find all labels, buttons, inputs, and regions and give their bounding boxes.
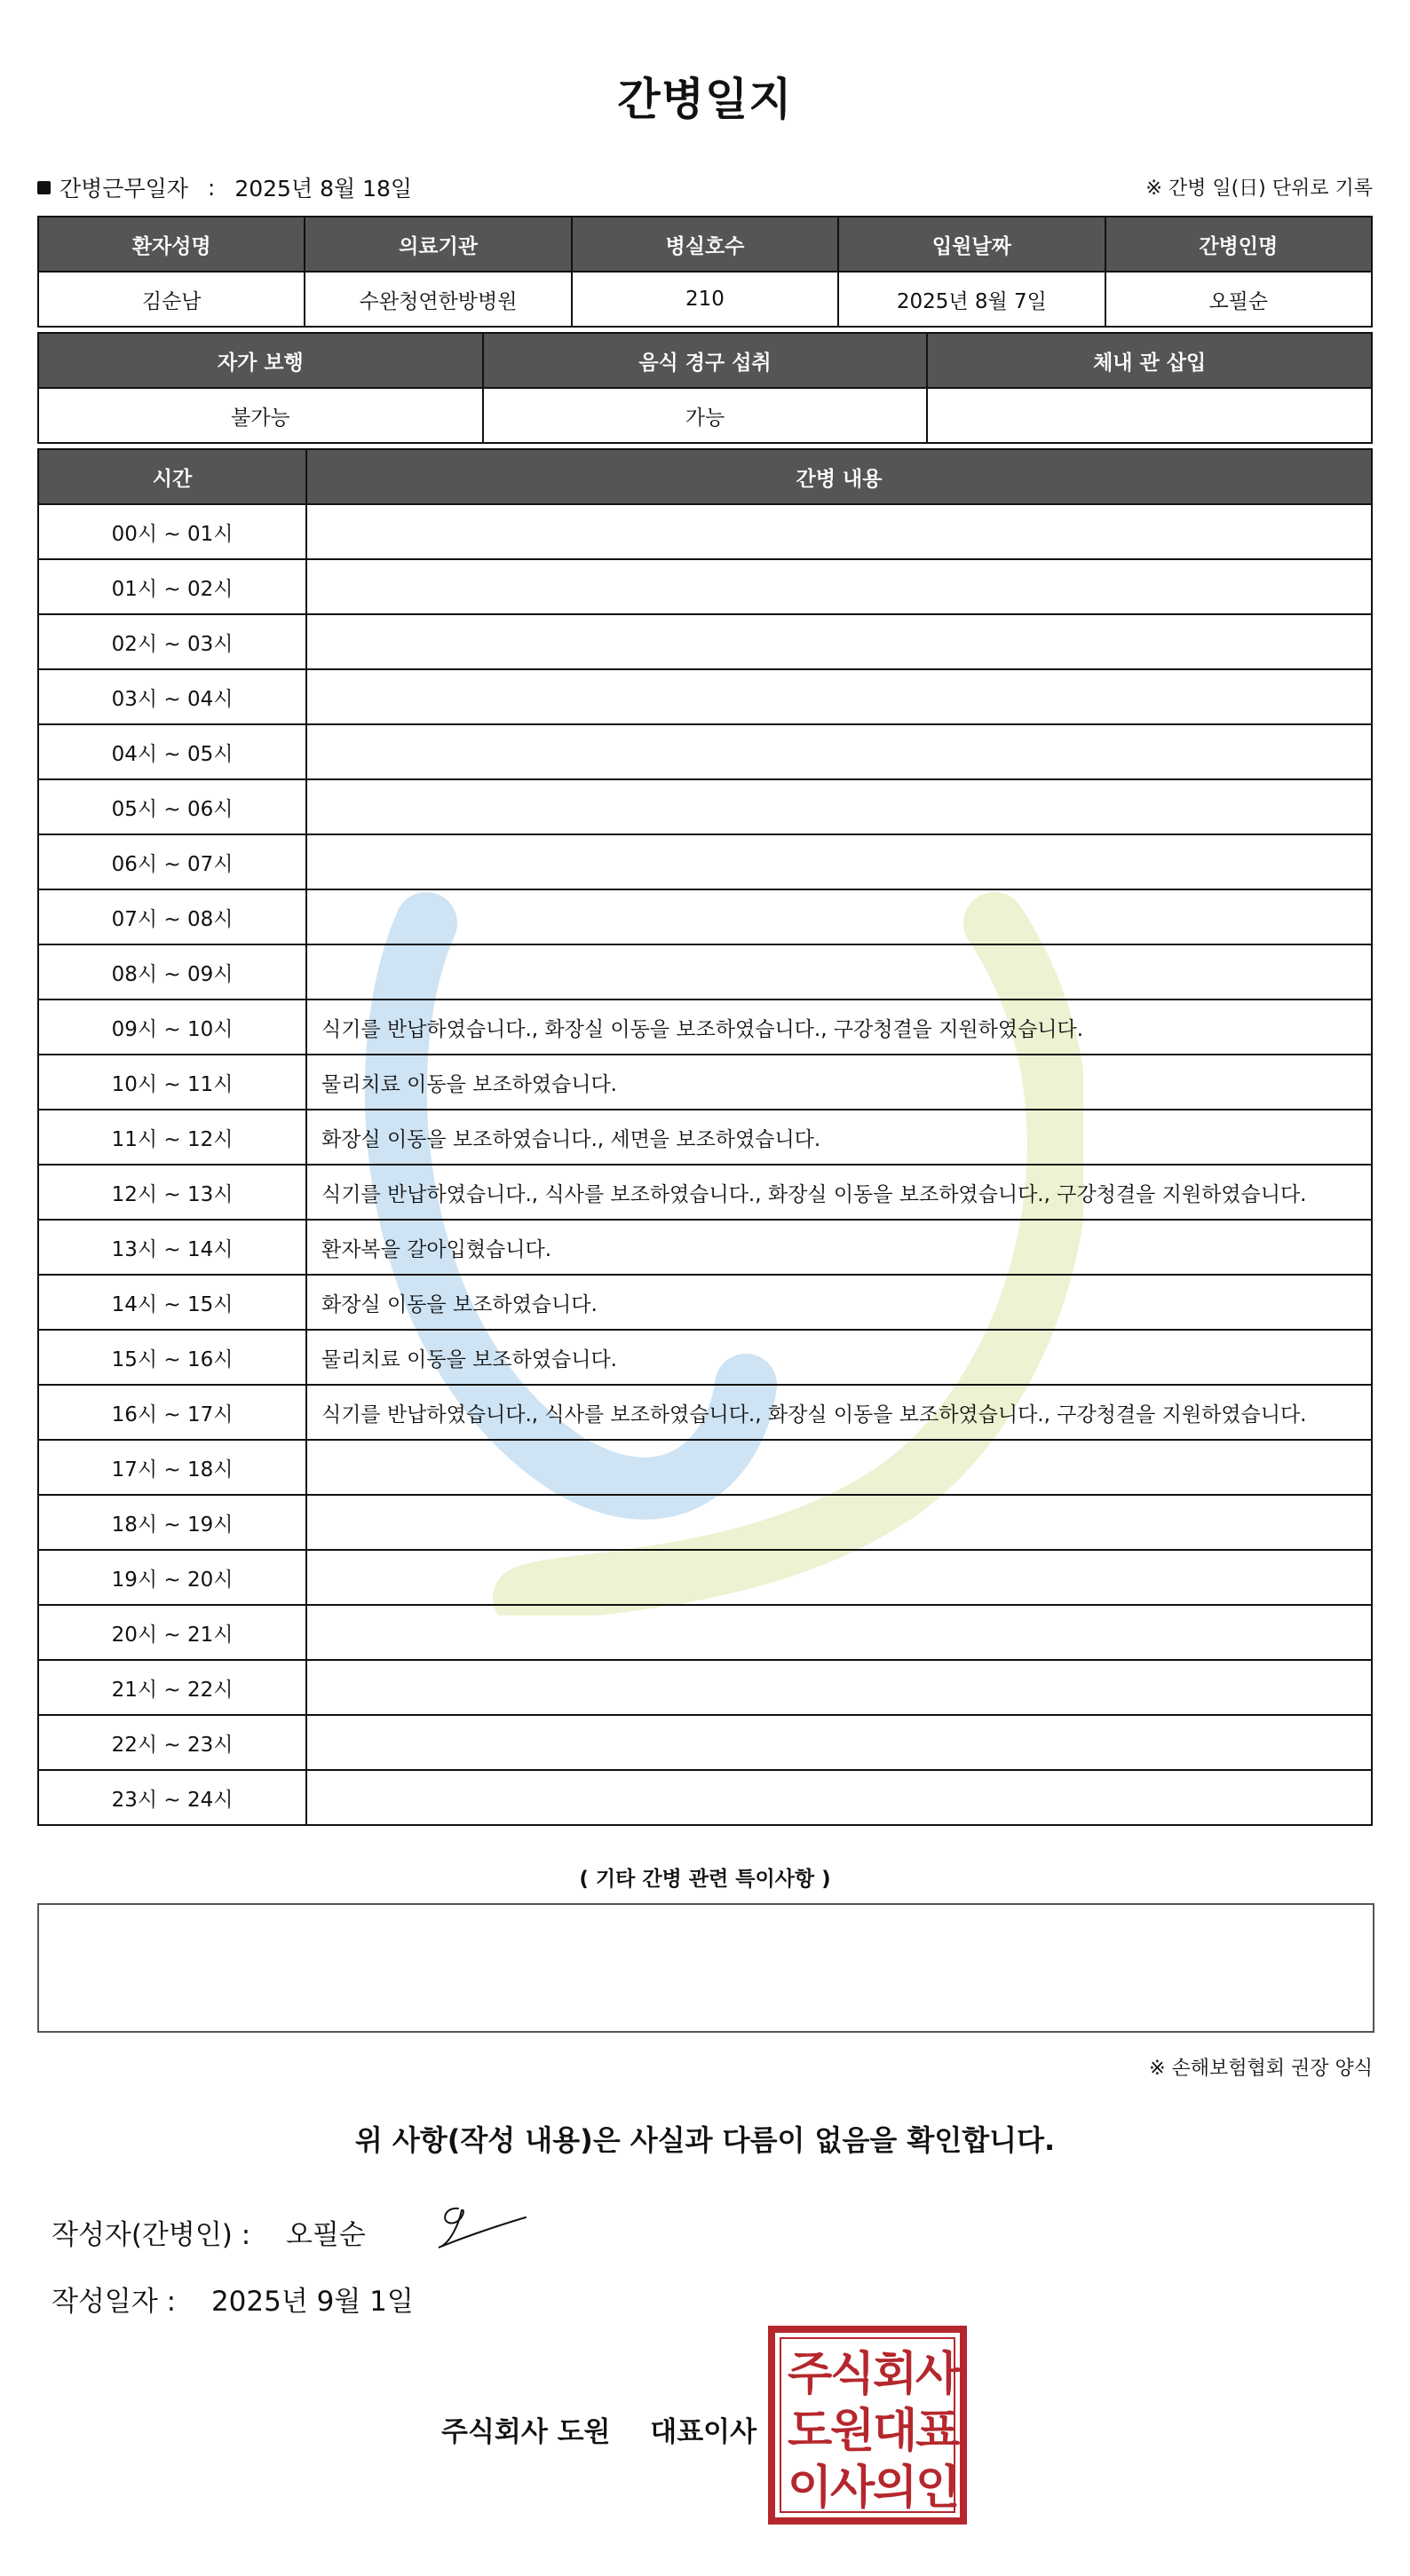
log-time-cell: 03시 ~ 04시	[38, 669, 306, 724]
care-log-row	[38, 1495, 1372, 1550]
log-content-cell	[306, 889, 1372, 944]
care-log-row	[38, 504, 1372, 559]
log-time-cell: 10시 ~ 11시	[38, 1055, 306, 1110]
log-time-cell: 01시 ~ 02시	[38, 559, 306, 614]
patient-status-table	[37, 332, 1373, 444]
hospital-value: 수완청연한방병원	[305, 272, 571, 327]
log-time-cell: 17시 ~ 18시	[38, 1440, 306, 1495]
log-content-cell	[306, 1440, 1372, 1495]
log-content-cell: 식기를 반납하였습니다., 식사를 보조하였습니다., 화장실 이동을 보조하였습니다., 구강청결을 지원하였습니다.	[306, 1165, 1372, 1220]
care-log-row	[38, 1220, 1372, 1275]
seal-glyph: 사	[830, 2461, 875, 2515]
log-time-cell: 00시 ~ 01시	[38, 504, 306, 559]
header-self-walking: 자가 보행	[38, 333, 483, 388]
written-date-label: 작성일자 :	[51, 2286, 177, 2318]
header-hospital: 의료기관	[305, 217, 571, 272]
log-time-cell: 14시 ~ 15시	[38, 1275, 306, 1330]
log-content-cell: 화장실 이동을 보조하였습니다., 세면을 보조하였습니다.	[306, 1110, 1372, 1165]
log-content-cell: 환자복을 갈아입혔습니다.	[306, 1220, 1372, 1275]
log-content-cell	[306, 1550, 1372, 1605]
log-content-cell	[306, 669, 1372, 724]
seal-glyph: 사	[915, 2348, 961, 2401]
patient-info-value-row	[38, 272, 1372, 327]
written-date-value: 2025년 9월 1일	[210, 2286, 414, 2318]
duty-date-value: 2025년 8월 18일	[234, 176, 413, 201]
duty-date-row	[37, 171, 412, 203]
patient-info-table	[37, 216, 1373, 328]
written-date-row	[51, 2279, 414, 2319]
log-time-cell: 22시 ~ 23시	[38, 1715, 306, 1770]
writer-row	[51, 2212, 366, 2252]
care-log-table	[37, 448, 1373, 1826]
care-log-row	[38, 724, 1372, 779]
seal-glyph: 식	[830, 2348, 875, 2401]
header-care-content: 간병 내용	[306, 449, 1372, 504]
care-log-row	[38, 1660, 1372, 1715]
log-content-cell: 화장실 이동을 보조하였습니다.	[306, 1275, 1372, 1330]
log-time-cell: 07시 ~ 08시	[38, 889, 306, 944]
care-log-row	[38, 1440, 1372, 1495]
log-content-cell	[306, 1715, 1372, 1770]
representative-title: 대표이사	[650, 2416, 757, 2448]
header-admission-date: 입원날짜	[838, 217, 1105, 272]
remarks-title: ( 기타 간병 관련 특이사항 )	[579, 1868, 831, 1891]
log-time-cell: 06시 ~ 07시	[38, 834, 306, 889]
seal-glyph: 도	[788, 2405, 833, 2458]
care-log-row	[38, 1605, 1372, 1660]
header-room-number: 병실호수	[572, 217, 838, 272]
header-tube-insertion: 체내 관 삽입	[927, 333, 1372, 388]
seal-glyph: 회	[873, 2348, 918, 2401]
seal-glyph: 표	[915, 2405, 961, 2458]
patient-name-value: 김순남	[38, 272, 305, 327]
care-log-row	[38, 1550, 1372, 1605]
signature-icon	[433, 2200, 531, 2253]
self-walking-value: 불가능	[38, 388, 483, 443]
form-note: ※ 손해보험협회 권장 양식	[1149, 2058, 1373, 2080]
caregiver-name-value: 오필순	[1105, 272, 1372, 327]
duty-date-label: 간병근무일자	[59, 176, 188, 201]
log-time-cell: 05시 ~ 06시	[38, 779, 306, 834]
log-content-cell	[306, 834, 1372, 889]
care-log-row	[38, 669, 1372, 724]
writer-label: 작성자(간병인) :	[51, 2219, 251, 2251]
room-number-value: 210	[572, 272, 838, 327]
admission-date-value: 2025년 8월 7일	[838, 272, 1105, 327]
log-time-cell: 13시 ~ 14시	[38, 1220, 306, 1275]
tube-insertion-value	[927, 388, 1372, 443]
log-content-cell	[306, 1495, 1372, 1550]
care-log-row	[38, 889, 1372, 944]
log-content-cell	[306, 614, 1372, 669]
log-time-cell: 19시 ~ 20시	[38, 1550, 306, 1605]
log-time-cell: 16시 ~ 17시	[38, 1385, 306, 1440]
log-content-cell	[306, 724, 1372, 779]
remarks-box	[37, 1903, 1374, 2033]
care-log-row	[38, 1000, 1372, 1055]
unit-note: ※ 간병 일(日) 단위로 기록	[1145, 178, 1373, 200]
care-log-row	[38, 1770, 1372, 1825]
care-log-row	[38, 779, 1372, 834]
care-log-row	[38, 1330, 1372, 1385]
company-name: 주식회사 도원	[441, 2416, 611, 2448]
seal-glyph: 원	[830, 2405, 875, 2458]
seal-glyph: 대	[873, 2405, 918, 2458]
log-content-cell	[306, 1605, 1372, 1660]
patient-status-value-row	[38, 388, 1372, 443]
header-time: 시간	[38, 449, 306, 504]
care-log-body	[38, 504, 1372, 1825]
log-time-cell: 12시 ~ 13시	[38, 1165, 306, 1220]
header-caregiver-name: 간병인명	[1105, 217, 1372, 272]
care-log-row	[38, 1385, 1372, 1440]
care-log-row	[38, 944, 1372, 1000]
log-time-cell: 23시 ~ 24시	[38, 1770, 306, 1825]
company-seal-icon	[768, 2326, 967, 2525]
log-time-cell: 04시 ~ 05시	[38, 724, 306, 779]
log-time-cell: 20시 ~ 21시	[38, 1605, 306, 1660]
log-time-cell: 21시 ~ 22시	[38, 1660, 306, 1715]
log-content-cell	[306, 944, 1372, 1000]
page-title: 간병일지	[617, 74, 793, 125]
duty-date-colon: :	[207, 174, 216, 201]
care-log-row	[38, 1055, 1372, 1110]
care-log-row	[38, 614, 1372, 669]
log-time-cell: 08시 ~ 09시	[38, 944, 306, 1000]
patient-status-header-row	[38, 333, 1372, 388]
header-patient-name: 환자성명	[38, 217, 305, 272]
care-log-row	[38, 834, 1372, 889]
log-content-cell: 식기를 반납하였습니다., 화장실 이동을 보조하였습니다., 구강청결을 지원하였습니다.	[306, 1000, 1372, 1055]
care-log-header-row	[38, 449, 1372, 504]
seal-glyph: 주	[788, 2348, 833, 2401]
log-content-cell: 물리치료 이동을 보조하였습니다.	[306, 1330, 1372, 1385]
log-content-cell	[306, 1660, 1372, 1715]
confirmation-statement: 위 사항(작성 내용)은 사실과 다름이 없음을 확인합니다.	[354, 2123, 1056, 2157]
care-log-row	[38, 1165, 1372, 1220]
log-content-cell	[306, 779, 1372, 834]
care-log-row	[38, 1715, 1372, 1770]
log-time-cell: 09시 ~ 10시	[38, 1000, 306, 1055]
seal-glyph: 인	[915, 2461, 961, 2515]
log-time-cell: 15시 ~ 16시	[38, 1330, 306, 1385]
log-time-cell: 02시 ~ 03시	[38, 614, 306, 669]
seal-glyph: 의	[873, 2461, 918, 2515]
log-time-cell: 11시 ~ 12시	[38, 1110, 306, 1165]
log-content-cell	[306, 1770, 1372, 1825]
oral-intake-value: 가능	[483, 388, 928, 443]
bullet-square-icon	[37, 181, 51, 194]
header-oral-intake: 음식 경구 섭취	[483, 333, 928, 388]
care-log-row	[38, 559, 1372, 614]
care-log-row	[38, 1110, 1372, 1165]
log-content-cell: 식기를 반납하였습니다., 식사를 보조하였습니다., 화장실 이동을 보조하였습니다., 구강청결을 지원하였습니다.	[306, 1385, 1372, 1440]
log-content-cell	[306, 559, 1372, 614]
care-log-row	[38, 1275, 1372, 1330]
log-time-cell: 18시 ~ 19시	[38, 1495, 306, 1550]
log-content-cell	[306, 504, 1372, 559]
log-content-cell: 물리치료 이동을 보조하였습니다.	[306, 1055, 1372, 1110]
patient-info-header-row	[38, 217, 1372, 272]
company-row	[441, 2409, 756, 2449]
writer-name: 오필순	[286, 2219, 366, 2251]
seal-glyph: 이	[788, 2461, 833, 2515]
